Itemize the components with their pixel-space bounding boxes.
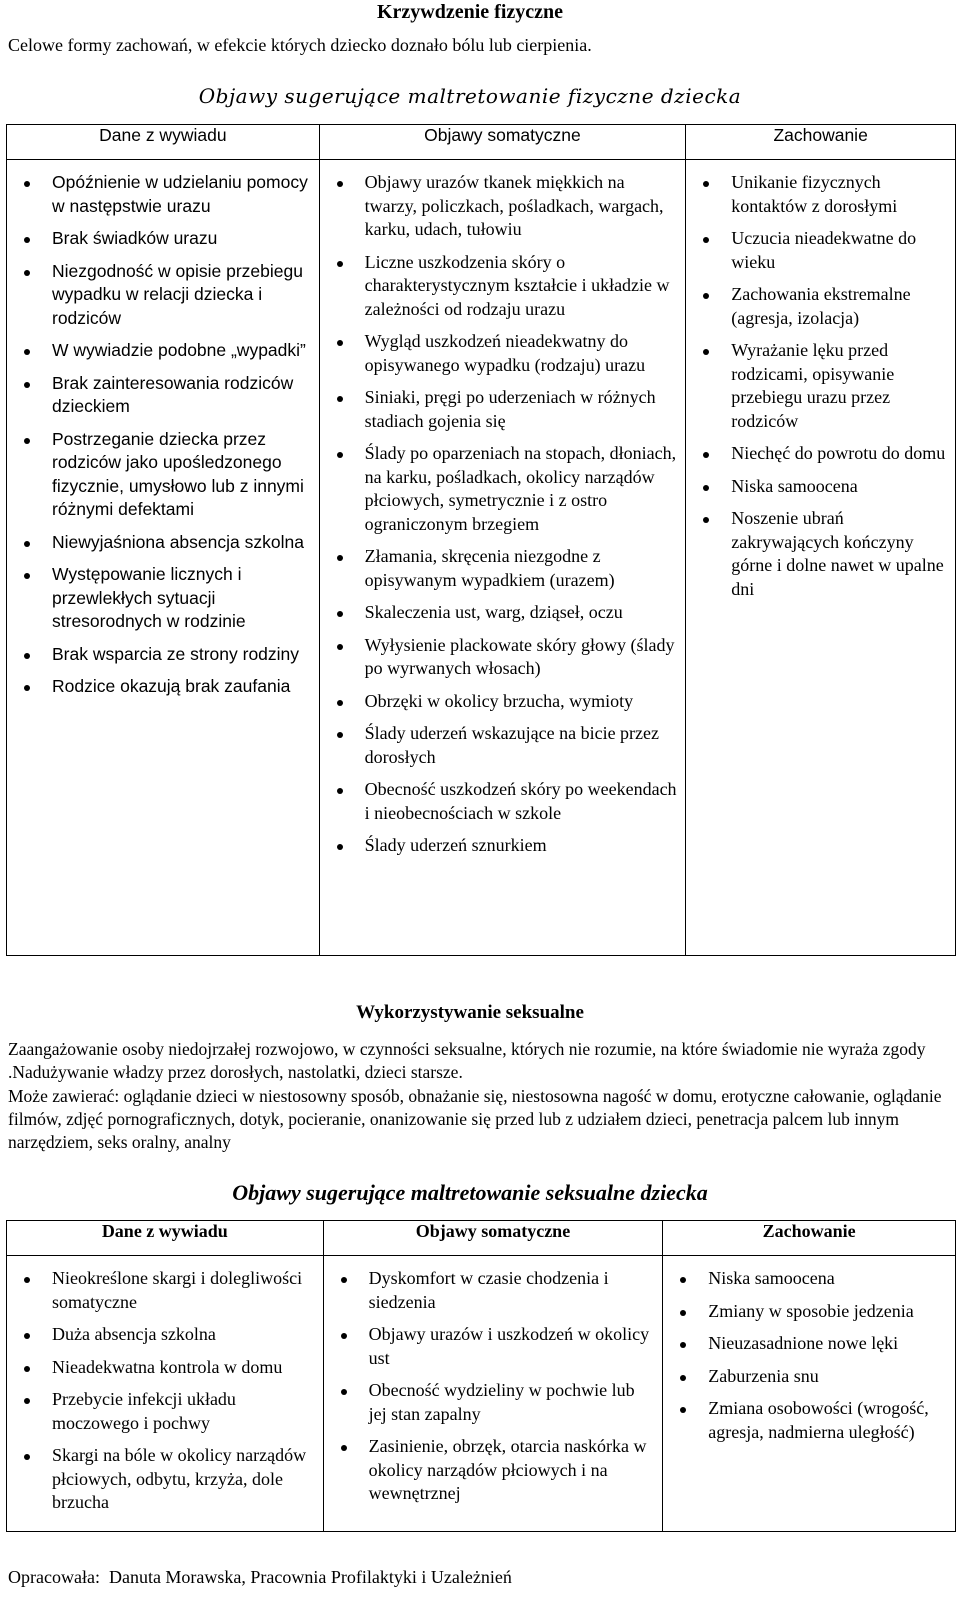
list-item: Występowanie licznych i przewlekłych sytuacji stresorodnych w rodzinie <box>14 563 312 634</box>
list-item: Niezgodność w opisie przebiegu wypadku w relacji dziecka i rodziców <box>14 260 312 331</box>
list-item: Ślady uderzeń wskazujące na bicie przez dorosłych <box>327 722 679 769</box>
list-item: Złamania, skręcenia niezgodne z opisywanym wypadkiem (urazem) <box>327 545 679 592</box>
list-item: Siniaki, pręgi po uderzeniach w różnych stadiach gojenia się <box>327 386 679 433</box>
list-item: Postrzeganie dziecka przez rodziców jako upośledzonego fizycznie, umysłowo lub z innymi różnymi defektami <box>14 428 312 522</box>
behavior-list <box>664 1257 954 1459</box>
list-item: Brak świadków urazu <box>14 227 312 251</box>
behavior-column <box>663 1256 956 1532</box>
header-somatic: Objawy somatyczne <box>323 1221 663 1256</box>
list-item: Zmiana osobowości (wrogość, agresja, nadmierna uległość) <box>670 1397 948 1444</box>
list-item: Noszenie ubrań zakrywających kończyny górne i dolne nawet w upalne dni <box>693 507 948 601</box>
list-item: Obecność wydzieliny w pochwie lub jej stan zapalny <box>331 1379 656 1426</box>
list-item: Brak zainteresowania rodziców dzieckiem <box>14 372 312 419</box>
list-item: Nieokreślone skargi i dolegliwości somatyczne <box>14 1267 316 1314</box>
header-behavior: Zachowanie <box>663 1221 956 1256</box>
list-item: Unikanie fizycznych kontaktów z dorosłymi <box>693 171 948 218</box>
physical-definition: Celowe formy zachowań, w efekcie których dziecko doznało bólu lub cierpienia. <box>8 35 592 55</box>
list-item: W wywiadzie podobne „wypadki” <box>14 339 312 363</box>
list-item: Zmiany w sposobie jedzenia <box>670 1300 948 1324</box>
list-item: Niewyjaśniona absencja szkolna <box>14 531 312 555</box>
table-body-row <box>7 1256 956 1532</box>
header-behavior: Zachowanie <box>686 125 956 160</box>
physical-symptoms-table <box>6 124 956 956</box>
table-body-row <box>7 160 956 956</box>
table-header-row <box>7 1221 956 1256</box>
list-item: Nieadekwatna kontrola w domu <box>14 1356 316 1380</box>
list-item: Skargi na bóle w okolicy narządów płciowych, odbytu, krzyża, dole brzucha <box>14 1444 316 1515</box>
header-interview: Dane z wywiadu <box>7 125 320 160</box>
list-item: Obecność uszkodzeń skóry po weekendach i nieobecnościach w szkole <box>327 778 679 825</box>
list-item: Duża absencja szkolna <box>14 1323 316 1347</box>
list-item: Brak wsparcia ze strony rodziny <box>14 643 312 667</box>
list-item: Uczucia nieadekwatne do wieku <box>693 227 948 274</box>
somatic-list <box>325 1257 662 1521</box>
sexual-subtitle: Objawy sugerujące maltretowanie seksualne dziecka <box>232 1180 708 1205</box>
list-item: Liczne uszkodzenia skóry o charakterystycznym kształcie i układzie w zależności od rodzaju urazu <box>327 251 679 322</box>
list-item: Wyłysienie plackowate skóry głowy (ślady po wyrwanych włosach) <box>327 634 679 681</box>
list-item: Dyskomfort w czasie chodzenia i siedzenia <box>331 1267 656 1314</box>
somatic-list <box>321 161 685 873</box>
header-somatic: Objawy somatyczne <box>319 125 686 160</box>
list-item: Przebycie infekcji układu moczowego i pochwy <box>14 1388 316 1435</box>
behavior-list <box>687 161 954 616</box>
list-item: Zachowania ekstremalne (agresja, izolacja) <box>693 283 948 330</box>
list-item: Niechęć do powrotu do domu <box>693 442 948 466</box>
somatic-column <box>323 1256 663 1532</box>
list-item: Nieuzasadnione nowe lęki <box>670 1332 948 1356</box>
interview-list <box>8 1257 322 1530</box>
footer-author: Opracowała: Danuta Morawska, Pracownia Profilaktyki i Uzależnień <box>8 1567 512 1587</box>
sexual-definition-2: Może zawierać: oglądanie dzieci w niestosowny sposób, obnażanie się, niestosowna nagość w domu, erotyczne całowanie, oglądanie filmów, zdjęć pornograficznych, dotyk, pocieranie, onanizowanie się przed lub z udziałem dzieci, penetracja palcem lub innym narzędziem, seks oralny, analny <box>8 1086 942 1152</box>
table-header-row <box>7 125 956 160</box>
somatic-column <box>319 160 686 956</box>
list-item: Opóźnienie w udzielaniu pomocy w następstwie urazu <box>14 171 312 218</box>
list-item: Skaleczenia ust, warg, dziąseł, oczu <box>327 601 679 625</box>
list-item: Zaburzenia snu <box>670 1365 948 1389</box>
list-item: Wygląd uszkodzeń nieadekwatny do opisywanego wypadku (rodzaju) urazu <box>327 330 679 377</box>
interview-column <box>7 160 320 956</box>
sexual-symptoms-table <box>6 1220 956 1532</box>
header-interview: Dane z wywiadu <box>7 1221 324 1256</box>
list-item: Objawy urazów tkanek miękkich na twarzy, policzkach, pośladkach, wargach, karku, udach, tułowiu <box>327 171 679 242</box>
behavior-column <box>686 160 956 956</box>
list-item: Ślady uderzeń sznurkiem <box>327 834 679 858</box>
list-item: Niska samoocena <box>693 475 948 499</box>
sexual-title: Wykorzystywanie seksualne <box>356 1002 584 1023</box>
sexual-definition-1: Zaangażowanie osoby niedojrzałej rozwojowo, w czynności seksualne, których nie rozumie, na które świadomie nie wyraża zgody .Nadużywanie władzy przez dorosłych, nastolatki, dzieci starsze. <box>8 1039 926 1082</box>
interview-list <box>8 161 318 714</box>
list-item: Ślady po oparzeniach na stopach, dłoniach, na karku, pośladkach, okolicy narządów płciowych, symetrycznie i z ostro ograniczonym brzegiem <box>327 442 679 536</box>
physical-subtitle: Objawy sugerujące maltretowanie fizyczne dziecka <box>198 84 742 108</box>
list-item: Obrzęki w okolicy brzucha, wymioty <box>327 690 679 714</box>
interview-column <box>7 1256 324 1532</box>
list-item: Niska samoocena <box>670 1267 948 1291</box>
physical-title: Krzywdzenie fizyczne <box>376 1 564 23</box>
list-item: Wyrażanie lęku przed rodzicami, opisywanie przebiegu urazu przez rodziców <box>693 339 948 433</box>
list-item: Zasinienie, obrzęk, otarcia naskórka w okolicy narządów płciowych i na wewnętrznej <box>331 1435 656 1506</box>
list-item: Rodzice okazują brak zaufania <box>14 675 312 699</box>
list-item: Objawy urazów i uszkodzeń w okolicy ust <box>331 1323 656 1370</box>
